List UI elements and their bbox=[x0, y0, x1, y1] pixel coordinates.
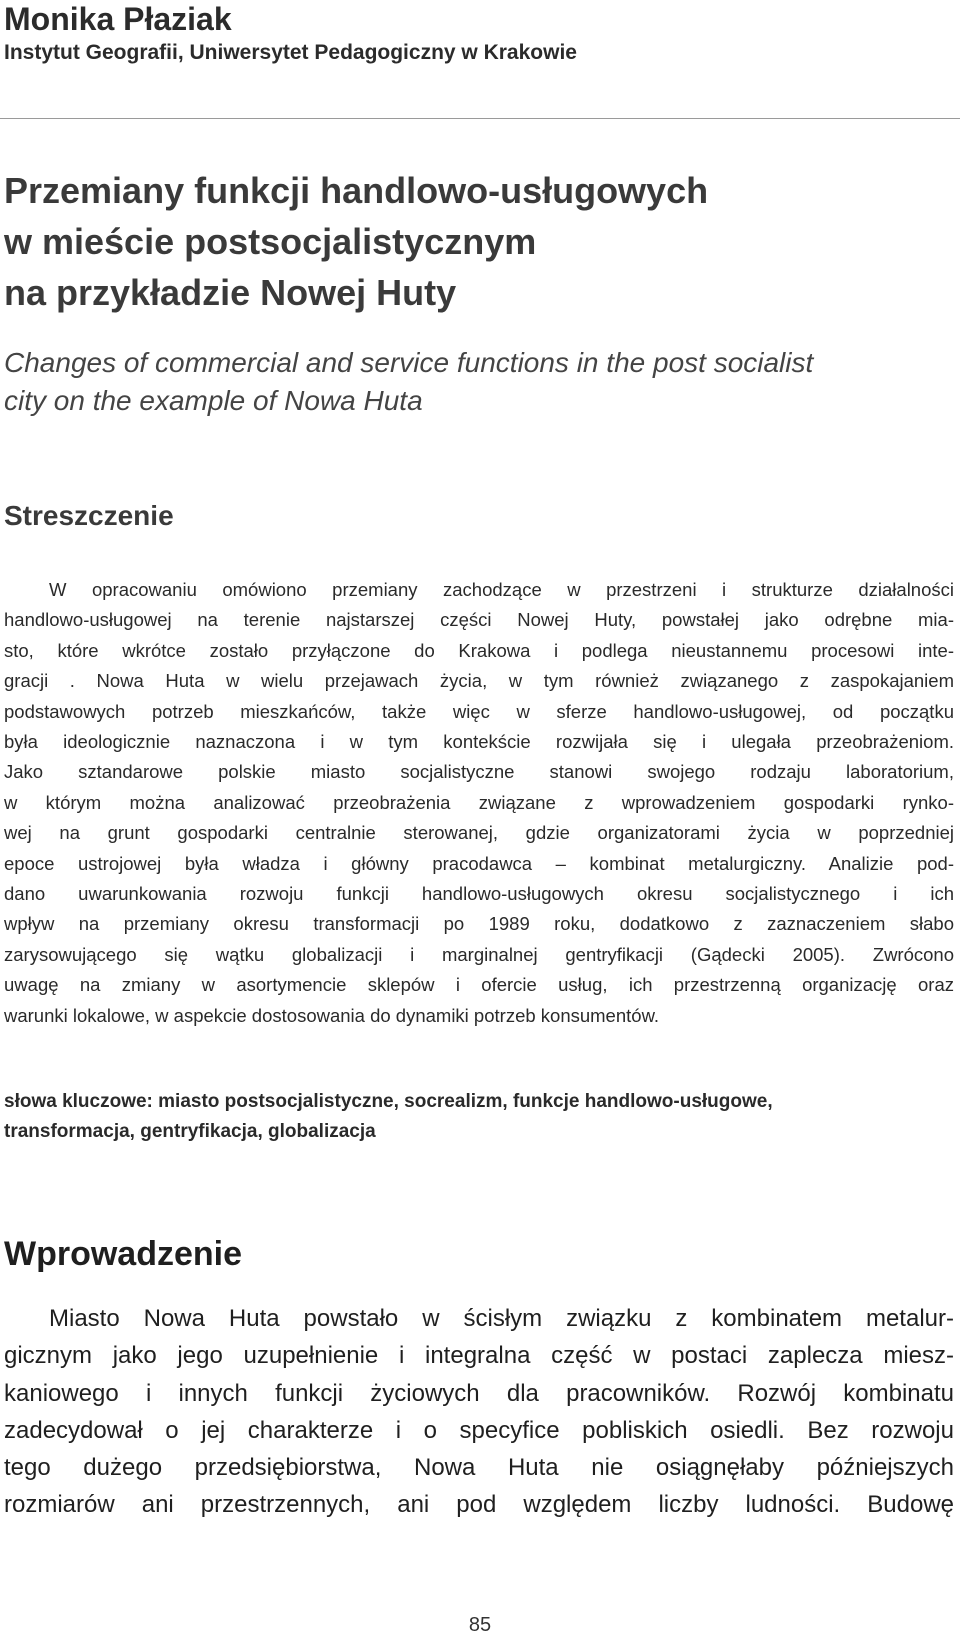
introduction-line: rozmiarów ani przestrzennych, ani pod względem liczby ludności. Budowę bbox=[4, 1491, 954, 1519]
abstract-line: sto, które wkrótce zostało przyłączone do Krakowa i podlega nieustannemu procesowi inte- bbox=[4, 639, 954, 661]
introduction-line: kaniowego i innych funkcji życiowych dla pracowników. Rozwój kombinatu bbox=[4, 1379, 954, 1407]
abstract-line: epoce ustrojowej była władza i główny pracodawca – kombinat metalurgiczny. Analizie pod- bbox=[4, 852, 954, 874]
title-polish-line: w mieście postsocjalistycznym bbox=[4, 221, 537, 262]
introduction-line: zadecydował o jej charakterze i o specyfice pobliskich osiedli. Bez rozwoju bbox=[4, 1416, 954, 1444]
keywords-line: słowa kluczowe: miasto postsocjalistyczne, socrealizm, funkcje handlowo-usługowe, bbox=[4, 1091, 773, 1112]
abstract-line: handlowo-usługowej na terenie najstarszej części Nowej Huty, powstałej jako odrębne mia- bbox=[4, 609, 954, 631]
title-english bbox=[4, 344, 954, 420]
author-name: Monika Płaziak bbox=[4, 1, 232, 37]
abstract-line: podstawowych potrzeb mieszkańców, także więc w sferze handlowo-usługowej, od początku bbox=[4, 700, 954, 722]
title-english-line: city on the example of Nowa Huta bbox=[4, 385, 423, 416]
abstract-line: W opracowaniu omówiono przemiany zachodzące w przestrzeni i strukturze działalności bbox=[49, 579, 954, 600]
abstract-line: uwagę na zmiany w asortymencie sklepów i ofercie usług, ich przestrzenną organizację oraz bbox=[4, 974, 954, 996]
introduction-heading: Wprowadzenie bbox=[4, 1235, 243, 1273]
title-polish-line: Przemiany funkcji handlowo-usługowych bbox=[4, 170, 709, 211]
introduction-line: Miasto Nowa Huta powstało w ścisłym związku z kombinatem metalur- bbox=[49, 1305, 954, 1332]
abstract-line: dano uwarunkowania rozwoju funkcji handlowo-usługowych okresu socjalistycznego i ich bbox=[4, 883, 954, 905]
abstract-line: zarysowującego się wątku globalizacji i marginalnej gentryfikacji (Gądecki 2005). Zwrócono bbox=[4, 943, 954, 965]
keywords bbox=[4, 1087, 954, 1147]
introduction-line: gicznym jako jego uzupełnienie i integralna część w postaci zaplecza miesz- bbox=[4, 1342, 954, 1370]
abstract-heading: Streszczenie bbox=[4, 500, 174, 531]
abstract-line: Jako sztandarowe polskie miasto socjalistyczne stanowi swojego rodzaju laboratorium, bbox=[4, 761, 954, 783]
keywords-line: transformacja, gentryfikacja, globalizacja bbox=[4, 1121, 376, 1142]
abstract-line: była ideologicznie naznaczona i w tym kontekście rozwijała się i ulegała przeobrażeniom. bbox=[4, 731, 954, 753]
abstract-line: wej na grunt gospodarki centralnie sterowanej, gdzie organizatorami życia w poprzedniej bbox=[4, 822, 954, 844]
author-affiliation: Instytut Geografii, Uniwersytet Pedagogiczny w Krakowie bbox=[4, 41, 577, 64]
page-number: 85 bbox=[468, 1614, 492, 1636]
title-english-line: Changes of commercial and service functions in the post socialist bbox=[4, 347, 814, 378]
title-polish bbox=[4, 165, 954, 318]
introduction-line: tego dużego przedsiębiorstwa, Nowa Huta nie osiągnęłaby późniejszych bbox=[4, 1454, 954, 1482]
header-divider bbox=[0, 118, 960, 119]
introduction-body bbox=[4, 1300, 954, 1524]
abstract-line: warunki lokalowe, w aspekcie dostosowania do dynamiki potrzeb konsumentów. bbox=[4, 1004, 660, 1026]
title-polish-line: na przykładzie Nowej Huty bbox=[4, 272, 457, 313]
abstract-body bbox=[4, 575, 954, 1031]
abstract-line: wpływ na przemiany okresu transformacji po 1989 roku, dodatkowo z zaznaczeniem słabo bbox=[4, 913, 954, 935]
abstract-line: gracji . Nowa Huta w wielu przejawach życia, w tym również związanego z zaspokajaniem bbox=[4, 670, 954, 692]
abstract-line: w którym można analizować przeobrażenia związane z wprowadzeniem gospodarki rynko- bbox=[4, 791, 954, 813]
